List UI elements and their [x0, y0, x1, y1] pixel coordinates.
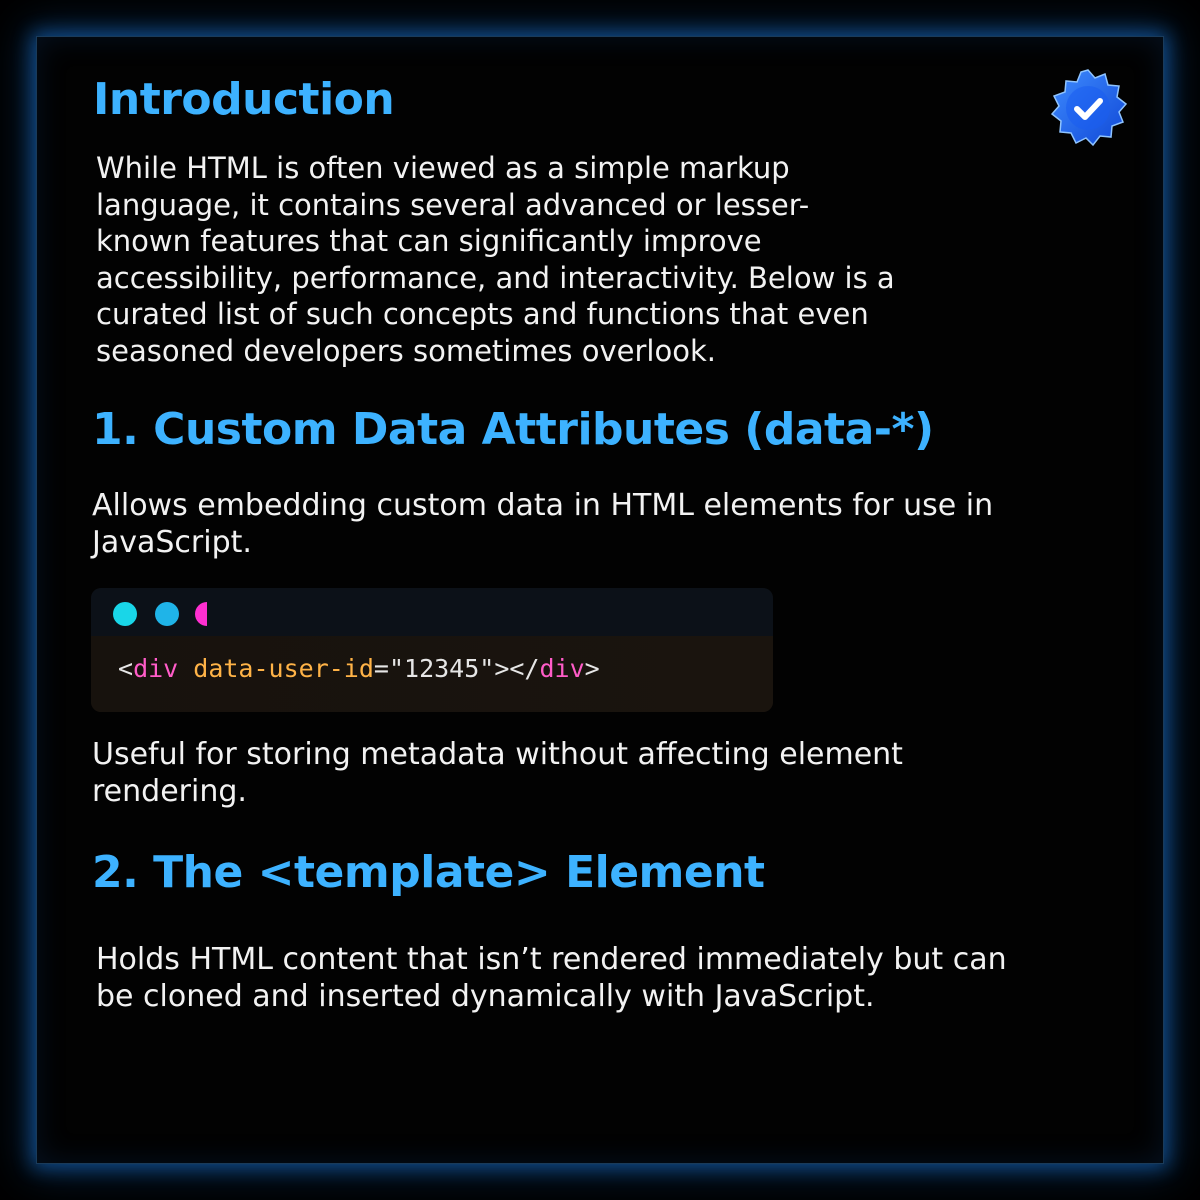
code-token: data-user-id: [193, 654, 374, 683]
code-snippet-card: [91, 588, 773, 712]
code-token: <: [118, 654, 134, 683]
code-token: "12345": [388, 654, 495, 683]
intro-paragraph: While HTML is often viewed as a simple markup language, it contains several advanced or lesser- known features that can significantly improve accessibility, performance, and interactivity. Below is a curated list of such concepts and functions that even seasoned developers sometimes overlook.: [96, 151, 895, 368]
code-token: >: [584, 654, 600, 683]
window-dot-1-icon: [113, 602, 137, 626]
section-1-note: Useful for storing metadata without affecting element rendering.: [92, 737, 903, 809]
code-token: =: [373, 654, 389, 683]
verified-badge-icon: [1046, 66, 1130, 150]
code-body: [91, 636, 773, 712]
intro-heading: Introduction: [93, 74, 395, 125]
code-token: [178, 654, 193, 683]
window-dot-3-icon: [195, 602, 207, 626]
section-2-heading: 2. The <template> Element: [92, 847, 765, 898]
section-2-description: Holds HTML content that isn’t rendered immediately but can be cloned and inserted dynamically with JavaScript.: [96, 942, 1007, 1014]
section-1-heading: 1. Custom Data Attributes (data-*): [92, 404, 934, 455]
code-window-bar: [91, 588, 773, 636]
window-dot-2-icon: [155, 602, 179, 626]
section-1-description: Allows embedding custom data in HTML elements for use in JavaScript.: [92, 488, 994, 560]
code-line: [118, 654, 600, 683]
code-token: ></: [494, 654, 540, 683]
code-token: div: [133, 654, 179, 683]
code-token: div: [539, 654, 585, 683]
